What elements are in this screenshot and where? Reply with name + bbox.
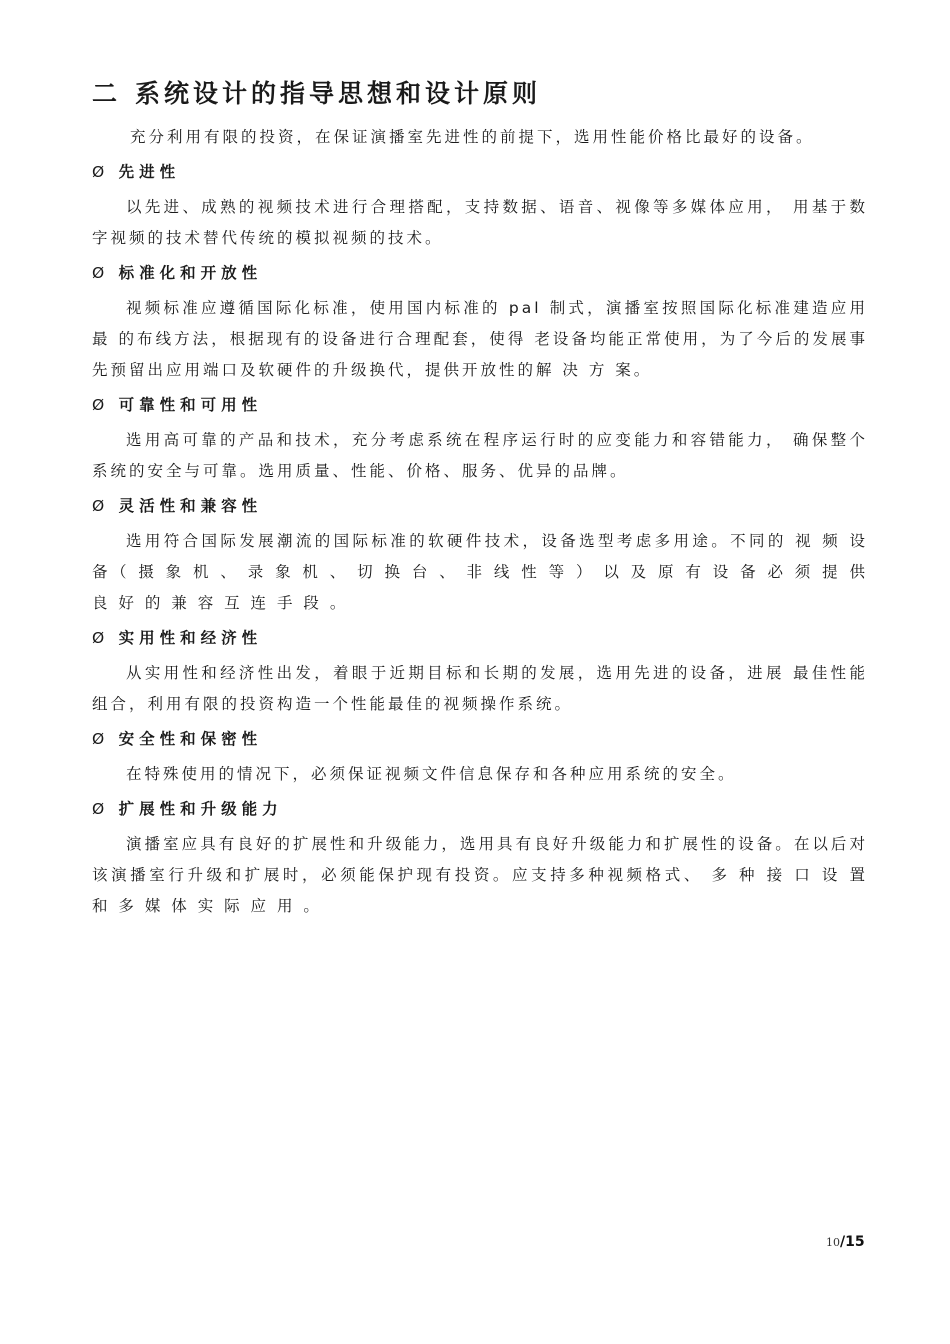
subheading-scalability [92, 794, 868, 825]
paragraph-flexibility: 选用符合国际发展潮流的国际标准的软硬件技术，设备选型考虑多用途。不同的 视 频 设 备（ 摄 象 机 、 录 象 机 、 切 换 台 、 非 线 性 等 ） 以 及 原 有 设 备 必 须 提 供 良 好 的 兼 容 互 连 手 段 。 [92, 532, 869, 612]
subheading-advanced [92, 157, 868, 188]
paragraph-practicality: 从实用性和经济性出发，着眼于近期目标和长期的发展，选用先进的设备，进展 最佳性能组合，利用有限的投资构造一个性能最佳的视频操作系统。 [92, 664, 868, 713]
bullet-icon: Ø [92, 800, 107, 818]
subheading-reliability [92, 390, 868, 421]
document-page [92, 76, 868, 922]
heading-title: 系统设计的指导思想和设计原则 [135, 79, 542, 108]
bullet-icon: Ø [92, 629, 107, 647]
current-page: 10 [826, 1236, 840, 1249]
section-heading [92, 76, 868, 112]
bullet-icon: Ø [92, 264, 107, 282]
intro-paragraph: 充分利用有限的投资，在保证演播室先进性的前提下，选用性能价格比最好的设备。 [130, 128, 815, 146]
bullet-icon: Ø [92, 396, 107, 414]
paragraph-standardization: 视频标准应遵循国际化标准，使用国内标准的 pal 制式，演播室按照国际化标准建造应用最 的布线方法，根据现有的设备进行合理配套，使得 老设备均能正常使用，为了今后的发展事先预留出应用端口及软硬件的升级换代，提供开放性的解 决 方 案。 [92, 299, 868, 379]
subheading-title: 先进性 [118, 163, 181, 181]
subheading-security [92, 724, 868, 755]
subheading-title: 标准化和开放性 [118, 264, 263, 282]
paragraph-scalability: 演播室应具有良好的扩展性和升级能力，选用具有良好升级能力和扩展性的设备。在以后对该演播室行升级和扩展时，必须能保护现有投资。应支持多种视频格式、 多 种 接 口 设 置 和 多 媒 体 实 际 应 用 。 [92, 835, 868, 915]
heading-number: 二 [92, 79, 122, 108]
subheading-title: 灵活性和兼容性 [118, 497, 263, 515]
bullet-icon: Ø [92, 497, 107, 515]
page-number [826, 1234, 865, 1250]
paragraph-advanced: 以先进、成熟的视频技术进行合理搭配，支持数据、语音、视像等多媒体应用， 用基于数字视频的技术替代传统的模拟视频的技术。 [92, 198, 868, 247]
subheading-title: 实用性和经济性 [118, 629, 263, 647]
paragraph-security: 在特殊使用的情况下，必须保证视频文件信息保存和各种应用系统的安全。 [126, 765, 737, 783]
page-separator: / [840, 1234, 846, 1250]
subheading-flexibility [92, 491, 868, 522]
subheading-title: 安全性和保密性 [118, 730, 263, 748]
subheading-standardization [92, 258, 868, 289]
total-pages: 15 [845, 1234, 865, 1250]
subheading-title: 可靠性和可用性 [118, 396, 263, 414]
subheading-title: 扩展性和升级能力 [118, 800, 283, 818]
paragraph-reliability: 选用高可靠的产品和技术，充分考虑系统在程序运行时的应变能力和容错能力， 确保整个系统的安全与可靠。选用质量、性能、价格、服务、优异的品牌。 [92, 431, 868, 480]
bullet-icon: Ø [92, 730, 107, 748]
bullet-icon: Ø [92, 163, 107, 181]
subheading-practicality [92, 623, 868, 654]
